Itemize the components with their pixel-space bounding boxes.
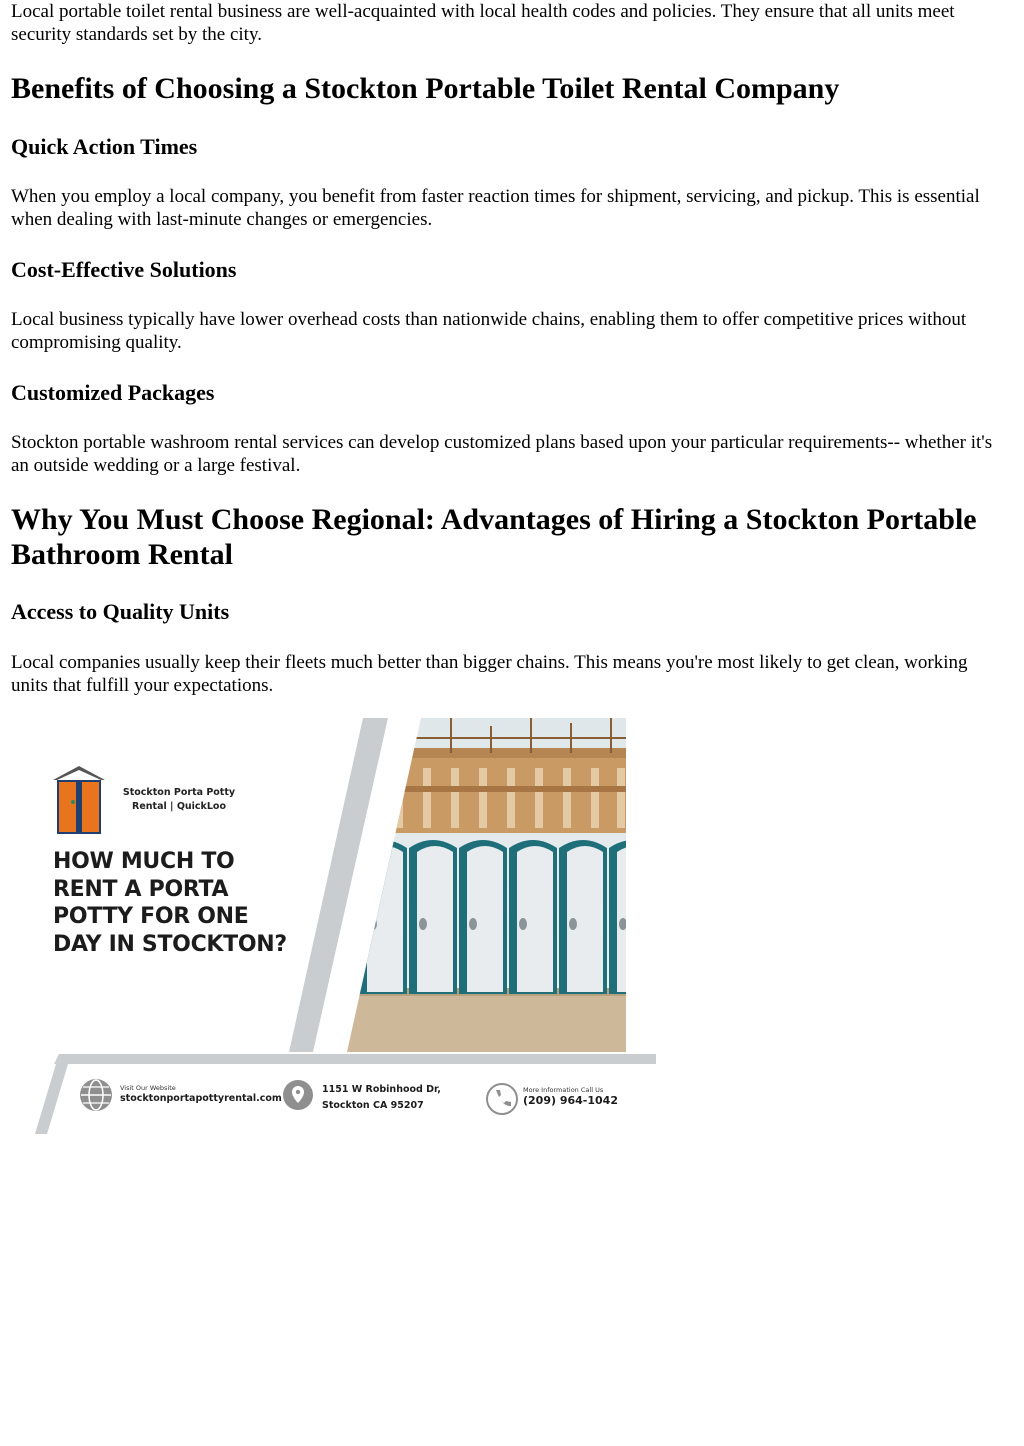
website-url: stocktonportapottyrental.com bbox=[120, 1093, 282, 1104]
paragraph-quick-action: When you employ a local company, you benefit from faster reaction times for shipment, servicing, and pickup. This is essential when dealing with last-minute changes or emergencies. bbox=[11, 186, 980, 230]
footer-band-left bbox=[35, 1054, 71, 1134]
footer-website bbox=[120, 1084, 282, 1106]
footer-address bbox=[322, 1082, 441, 1114]
logo-line-1: Stockton Porta Potty bbox=[122, 787, 236, 798]
address-line-1: 1151 W Robinhood Dr, bbox=[322, 1084, 441, 1095]
website-label: Visit Our Website bbox=[120, 1084, 176, 1092]
porta-potty-logo-icon bbox=[53, 766, 105, 834]
intro-paragraph: Local portable toilet rental business are well-acquainted with local health codes and policies. They ensure that all units meet security standards set by the city. bbox=[11, 1, 955, 45]
heading-cost-effective: Cost-Effective Solutions bbox=[11, 257, 237, 282]
location-pin-icon bbox=[283, 1080, 313, 1110]
logo-text bbox=[119, 786, 239, 814]
phone-icon bbox=[487, 1084, 517, 1114]
paragraph-cost-effective: Local business typically have lower overhead costs than nationwide chains, enabling them to offer competitive prices without compromising quality. bbox=[11, 309, 967, 353]
heading-why-regional: Why You Must Choose Regional: Advantages of Hiring a Stockton Portable Bathroom Rental bbox=[11, 503, 977, 571]
promo-banner-image bbox=[11, 718, 656, 1136]
phone-number: (209) 964-1042 bbox=[523, 1094, 618, 1107]
banner-headline: HOW MUCH TO RENT A PORTA POTTY FOR ONE DAY IN STOCKTON? bbox=[53, 849, 287, 957]
paragraph-access-quality: Local companies usually keep their fleets much better than bigger chains. This means you're most likely to get clean, working units that fulfill your expectations. bbox=[11, 652, 968, 696]
heading-benefits: Benefits of Choosing a Stockton Portable Toilet Rental Company bbox=[11, 72, 840, 105]
heading-access-quality: Access to Quality Units bbox=[11, 599, 230, 624]
paragraph-customized: Stockton portable washroom rental services can develop customized plans based upon your particular requirements-- whether it's an outside wedding or a large festival. bbox=[11, 432, 993, 476]
porta-potty-photo bbox=[341, 718, 656, 1058]
heading-quick-action: Quick Action Times bbox=[11, 134, 198, 159]
globe-icon bbox=[80, 1079, 112, 1111]
footer-band-top bbox=[54, 1054, 656, 1064]
heading-customized: Customized Packages bbox=[11, 380, 215, 405]
logo-line-2: Rental | QuickLoo bbox=[132, 801, 226, 812]
footer-phone bbox=[523, 1086, 618, 1108]
address-line-2: Stockton CA 95207 bbox=[322, 1100, 424, 1111]
call-label: More Information Call Us bbox=[523, 1086, 604, 1094]
